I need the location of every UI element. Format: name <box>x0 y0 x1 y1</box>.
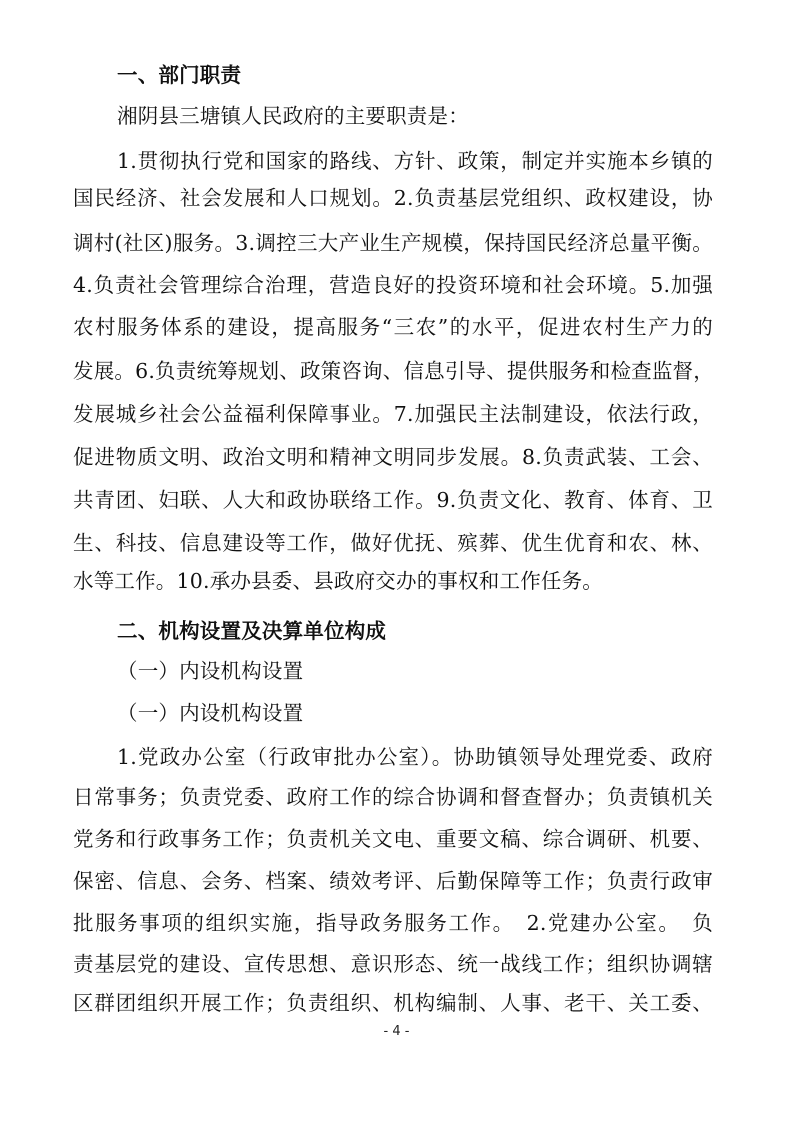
section-1-line-7: 发展城乡社会公益福利保障事业。7.加强民主法制建设，依法行政， <box>73 402 713 426</box>
section-1-intro: 湘阴县三塘镇人民政府的主要职责是： <box>117 104 469 128</box>
section-1-line-1: 1.贯彻执行党和国家的路线、方针、政策，制定并实施本乡镇的 <box>117 149 713 173</box>
section-1-line-11: 水等工作。10.承办县委、县政府交办的事权和工作任务。 <box>73 569 604 593</box>
section-1-line-10: 生、科技、信息建设等工作，做好优抚、殡葬、优生优育和农、林、 <box>73 531 713 555</box>
page-number: - 4 - <box>383 1024 410 1039</box>
section-2-line-4: 保密、信息、会务、档案、绩效考评、后勤保障等工作；负责行政审 <box>73 869 713 893</box>
section-1-line-6: 发展。6.负责统筹规划、政策咨询、信息引导、提供服务和检查监督， <box>73 359 714 383</box>
section-2-line-6: 责基层党的建设、宣传思想、意识形态、统一战线工作；组织协调辖 <box>73 952 713 976</box>
section-1-line-4: 4.负责社会管理综合治理，营造良好的投资环境和社会环境。5.加强 <box>73 273 713 297</box>
section-1-line-3: 调村(社区)服务。3.调控三大产业生产规模，保持国民经济总量平衡。 <box>73 231 713 255</box>
section-2-line-7: 区群团组织开展工作；负责组织、机构编制、人事、老干、关工委、 <box>73 991 713 1015</box>
section-1-heading: 一、部门职责 <box>117 63 242 87</box>
section-2-heading: 二、机构设置及决算单位构成 <box>117 619 387 643</box>
section-1-line-5: 农村服务体系的建设，提高服务“三农”的水平，促进农村生产力的 <box>73 315 713 339</box>
section-2-line-5: 批服务事项的组织实施，指导政务服务工作。 2.党建办公室。 负 <box>73 911 713 935</box>
section-2-line-2: 日常事务；负责党委、政府工作的综合协调和督查督办；负责镇机关 <box>73 785 713 809</box>
section-1-line-8: 促进物质文明、政治文明和精神文明同步发展。8.负责武装、工会、 <box>73 445 713 469</box>
section-2-line-1: 1.党政办公室（行政审批办公室）。协助镇领导处理党委、政府 <box>117 745 713 769</box>
section-2-line-3: 党务和行政事务工作；负责机关文电、重要文稿、综合调研、机要、 <box>73 827 713 851</box>
section-2-subheading-1: （一）内设机构设置 <box>117 659 304 683</box>
section-2-subheading-2: （一）内设机构设置 <box>117 701 304 725</box>
section-1-line-2: 国民经济、社会发展和人口规划。2.负责基层党组织、政权建设，协 <box>73 186 713 210</box>
section-1-line-9: 共青团、妇联、人大和政协联络工作。9.负责文化、教育、体育、卫 <box>73 488 713 512</box>
